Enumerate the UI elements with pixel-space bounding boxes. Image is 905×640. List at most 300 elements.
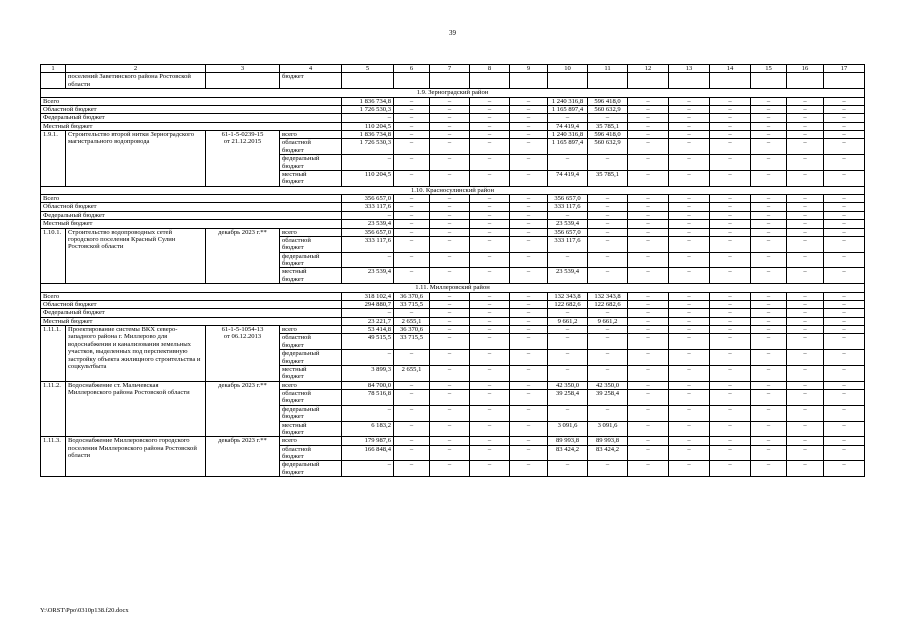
value-cell: 23 221,7: [342, 317, 394, 325]
value-cell: –: [787, 228, 824, 236]
value-cell: –: [394, 122, 430, 130]
value-cell: –: [787, 365, 824, 381]
value-cell: –: [824, 114, 865, 122]
cell-empty: [470, 73, 510, 89]
summary-row: [41, 309, 865, 317]
value-cell: 83 424,2: [588, 445, 628, 461]
value-cell: –: [430, 105, 470, 113]
value-cell: –: [710, 300, 751, 308]
column-number-cell: 12: [628, 65, 669, 73]
value-cell: –: [751, 236, 787, 252]
value-cell: –: [470, 122, 510, 130]
value-cell: –: [470, 139, 510, 155]
cell-empty: [588, 73, 628, 89]
value-cell: 166 848,4: [342, 445, 394, 461]
value-cell: –: [710, 350, 751, 366]
value-cell: –: [430, 268, 470, 284]
value-cell: 3 091,6: [548, 421, 588, 437]
value-cell: –: [394, 350, 430, 366]
funding-source: местный бюджет: [280, 268, 342, 284]
value-cell: –: [588, 228, 628, 236]
value-cell: –: [394, 390, 430, 406]
value-cell: –: [710, 317, 751, 325]
value-cell: –: [394, 131, 430, 139]
value-cell: –: [628, 317, 669, 325]
value-cell: –: [394, 252, 430, 268]
value-cell: –: [342, 461, 394, 477]
value-cell: –: [430, 122, 470, 130]
value-cell: –: [751, 437, 787, 445]
value-cell: –: [824, 326, 865, 334]
value-cell: –: [669, 461, 710, 477]
value-cell: –: [470, 114, 510, 122]
value-cell: –: [824, 105, 865, 113]
cell-empty: [669, 73, 710, 89]
value-cell: –: [824, 203, 865, 211]
column-number-row: [41, 65, 865, 73]
value-cell: –: [394, 97, 430, 105]
value-cell: –: [669, 437, 710, 445]
value-cell: 356 657,0: [342, 228, 394, 236]
value-cell: –: [669, 317, 710, 325]
value-cell: –: [787, 317, 824, 325]
value-cell: 110 204,5: [342, 122, 394, 130]
funding-source: федеральный бюджет: [280, 155, 342, 171]
section-title: 1.10. Красносулинский район: [41, 186, 865, 194]
value-cell: –: [710, 139, 751, 155]
value-cell: –: [394, 445, 430, 461]
value-cell: –: [669, 268, 710, 284]
value-cell: –: [470, 405, 510, 421]
file-path-footer: Y:\ORST\Ppo\0310p138.f20.docx: [40, 607, 129, 614]
column-number-cell: 9: [510, 65, 548, 73]
value-cell: –: [669, 292, 710, 300]
value-cell: –: [710, 170, 751, 186]
value-cell: –: [710, 220, 751, 228]
value-cell: 132 343,8: [588, 292, 628, 300]
value-cell: –: [548, 350, 588, 366]
value-cell: –: [628, 365, 669, 381]
value-cell: –: [628, 203, 669, 211]
value-cell: –: [548, 365, 588, 381]
item-row: [41, 228, 865, 236]
value-cell: –: [824, 97, 865, 105]
value-cell: –: [669, 309, 710, 317]
value-cell: 356 657,0: [548, 195, 588, 203]
summary-label: Областной бюджет: [41, 105, 342, 113]
cell-empty: [510, 73, 548, 89]
value-cell: –: [787, 390, 824, 406]
value-cell: –: [751, 445, 787, 461]
value-cell: –: [824, 170, 865, 186]
value-cell: –: [824, 131, 865, 139]
value-cell: –: [470, 461, 510, 477]
value-cell: –: [470, 381, 510, 389]
continuation-row: [41, 73, 865, 89]
value-cell: –: [430, 317, 470, 325]
value-cell: –: [787, 220, 824, 228]
value-cell: –: [588, 334, 628, 350]
value-cell: –: [751, 203, 787, 211]
column-number-cell: 16: [787, 65, 824, 73]
value-cell: –: [751, 390, 787, 406]
value-cell: –: [787, 326, 824, 334]
value-cell: –: [548, 114, 588, 122]
value-cell: –: [430, 195, 470, 203]
value-cell: –: [628, 300, 669, 308]
value-cell: –: [394, 236, 430, 252]
value-cell: –: [342, 211, 394, 219]
value-cell: –: [394, 170, 430, 186]
value-cell: –: [548, 405, 588, 421]
value-cell: –: [394, 405, 430, 421]
summary-row: [41, 292, 865, 300]
value-cell: –: [510, 334, 548, 350]
value-cell: –: [470, 390, 510, 406]
value-cell: –: [548, 155, 588, 171]
value-cell: 3 091,6: [588, 421, 628, 437]
summary-row: [41, 211, 865, 219]
value-cell: 318 102,4: [342, 292, 394, 300]
value-cell: –: [787, 461, 824, 477]
item-name: Строительство водопроводных сетей городского поселения Красный Сулин Ростовской области: [66, 228, 206, 284]
value-cell: –: [751, 195, 787, 203]
value-cell: –: [470, 317, 510, 325]
value-cell: –: [751, 220, 787, 228]
value-cell: –: [430, 445, 470, 461]
summary-row: [41, 300, 865, 308]
cell-empty: [430, 73, 470, 89]
value-cell: –: [628, 334, 669, 350]
value-cell: –: [669, 405, 710, 421]
value-cell: –: [510, 252, 548, 268]
value-cell: –: [470, 268, 510, 284]
value-cell: –: [824, 122, 865, 130]
value-cell: –: [669, 445, 710, 461]
value-cell: 74 419,4: [548, 122, 588, 130]
item-number: 1.11.1.: [41, 326, 66, 382]
value-cell: –: [710, 437, 751, 445]
value-cell: –: [710, 334, 751, 350]
value-cell: 560 632,9: [588, 139, 628, 155]
value-cell: –: [470, 365, 510, 381]
value-cell: –: [510, 405, 548, 421]
funding-source: местный бюджет: [280, 170, 342, 186]
value-cell: –: [669, 105, 710, 113]
value-cell: –: [510, 381, 548, 389]
value-cell: –: [751, 334, 787, 350]
value-cell: –: [669, 97, 710, 105]
value-cell: –: [430, 334, 470, 350]
summary-row: [41, 203, 865, 211]
column-number-cell: 7: [430, 65, 470, 73]
value-cell: –: [588, 211, 628, 219]
value-cell: –: [751, 461, 787, 477]
value-cell: –: [470, 97, 510, 105]
value-cell: –: [787, 203, 824, 211]
value-cell: –: [588, 268, 628, 284]
item-row: [41, 326, 865, 334]
cell-empty: [824, 73, 865, 89]
funding-source: федеральный бюджет: [280, 405, 342, 421]
value-cell: –: [470, 228, 510, 236]
value-cell: –: [628, 461, 669, 477]
value-cell: –: [394, 228, 430, 236]
value-cell: 83 424,2: [548, 445, 588, 461]
value-cell: –: [787, 350, 824, 366]
summary-row: [41, 122, 865, 130]
value-cell: –: [394, 268, 430, 284]
value-cell: –: [588, 326, 628, 334]
value-cell: –: [430, 365, 470, 381]
value-cell: 9 661,2: [548, 317, 588, 325]
value-cell: –: [710, 195, 751, 203]
value-cell: 78 516,8: [342, 390, 394, 406]
value-cell: –: [669, 122, 710, 130]
value-cell: –: [669, 131, 710, 139]
cell-empty: [628, 73, 669, 89]
value-cell: –: [628, 195, 669, 203]
value-cell: 33 715,5: [394, 334, 430, 350]
value-cell: –: [787, 292, 824, 300]
value-cell: –: [470, 309, 510, 317]
value-cell: –: [628, 131, 669, 139]
value-cell: –: [751, 350, 787, 366]
value-cell: –: [470, 445, 510, 461]
value-cell: –: [510, 309, 548, 317]
page-number: 39: [449, 29, 456, 37]
continued-source-cell: бюджет: [280, 73, 342, 89]
value-cell: –: [430, 421, 470, 437]
value-cell: –: [470, 292, 510, 300]
summary-label: Всего: [41, 292, 342, 300]
value-cell: –: [669, 252, 710, 268]
value-cell: –: [824, 139, 865, 155]
section-title-row: [41, 186, 865, 194]
value-cell: –: [588, 155, 628, 171]
value-cell: –: [510, 421, 548, 437]
summary-label: Местный бюджет: [41, 122, 342, 130]
value-cell: –: [430, 300, 470, 308]
value-cell: –: [470, 236, 510, 252]
value-cell: 42 350,0: [588, 381, 628, 389]
value-cell: 1 836 734,8: [342, 131, 394, 139]
item-date: декабрь 2023 г.**: [206, 437, 280, 477]
value-cell: –: [628, 170, 669, 186]
value-cell: –: [510, 211, 548, 219]
value-cell: –: [751, 300, 787, 308]
value-cell: –: [394, 203, 430, 211]
value-cell: –: [588, 195, 628, 203]
value-cell: –: [787, 114, 824, 122]
funding-source: местный бюджет: [280, 421, 342, 437]
funding-source: федеральный бюджет: [280, 350, 342, 366]
item-date: декабрь 2023 г.**: [206, 381, 280, 437]
value-cell: –: [548, 252, 588, 268]
value-cell: –: [430, 170, 470, 186]
value-cell: –: [751, 105, 787, 113]
summary-row: [41, 220, 865, 228]
value-cell: –: [751, 317, 787, 325]
value-cell: –: [510, 114, 548, 122]
value-cell: –: [394, 461, 430, 477]
value-cell: 53 414,8: [342, 326, 394, 334]
item-number: 1.11.3.: [41, 437, 66, 477]
value-cell: –: [824, 437, 865, 445]
column-number-cell: 11: [588, 65, 628, 73]
value-cell: –: [824, 421, 865, 437]
value-cell: –: [824, 220, 865, 228]
value-cell: 23 539,4: [548, 220, 588, 228]
value-cell: –: [710, 326, 751, 334]
value-cell: –: [628, 228, 669, 236]
value-cell: –: [787, 105, 824, 113]
value-cell: –: [669, 300, 710, 308]
value-cell: –: [394, 139, 430, 155]
item-date: 61-1-5-1054-13 от 06.12.2013: [206, 326, 280, 382]
value-cell: 35 785,1: [588, 122, 628, 130]
item-date: 61-1-5-0239-15 от 21.12.2015: [206, 131, 280, 187]
value-cell: –: [787, 170, 824, 186]
value-cell: –: [470, 300, 510, 308]
value-cell: –: [787, 445, 824, 461]
value-cell: –: [628, 105, 669, 113]
value-cell: –: [470, 334, 510, 350]
value-cell: 39 258,4: [588, 390, 628, 406]
value-cell: –: [628, 350, 669, 366]
value-cell: –: [510, 228, 548, 236]
value-cell: 36 370,6: [394, 292, 430, 300]
value-cell: –: [710, 365, 751, 381]
value-cell: –: [824, 405, 865, 421]
value-cell: –: [394, 220, 430, 228]
value-cell: 9 661,2: [588, 317, 628, 325]
value-cell: –: [824, 195, 865, 203]
value-cell: –: [430, 292, 470, 300]
continued-name-cell: поселений Заветинского района Ростовской области: [66, 73, 206, 89]
value-cell: –: [628, 445, 669, 461]
value-cell: –: [548, 461, 588, 477]
value-cell: –: [628, 268, 669, 284]
column-number-cell: 4: [280, 65, 342, 73]
value-cell: –: [628, 381, 669, 389]
section-title: 1.11. Миллеровский район: [41, 284, 865, 292]
value-cell: –: [751, 114, 787, 122]
value-cell: –: [710, 97, 751, 105]
value-cell: –: [787, 268, 824, 284]
value-cell: –: [628, 220, 669, 228]
funding-source: всего: [280, 228, 342, 236]
value-cell: –: [710, 390, 751, 406]
value-cell: 89 993,8: [548, 437, 588, 445]
funding-source: областной бюджет: [280, 334, 342, 350]
value-cell: –: [824, 317, 865, 325]
value-cell: –: [470, 326, 510, 334]
value-cell: –: [430, 390, 470, 406]
value-cell: –: [751, 155, 787, 171]
value-cell: 110 204,5: [342, 170, 394, 186]
value-cell: –: [710, 211, 751, 219]
column-number-cell: 2: [66, 65, 206, 73]
cell-empty: [710, 73, 751, 89]
value-cell: –: [510, 131, 548, 139]
value-cell: –: [628, 236, 669, 252]
value-cell: –: [394, 211, 430, 219]
item-row: [41, 381, 865, 389]
value-cell: –: [342, 350, 394, 366]
value-cell: –: [787, 122, 824, 130]
value-cell: –: [669, 211, 710, 219]
value-cell: –: [787, 437, 824, 445]
value-cell: –: [342, 252, 394, 268]
value-cell: –: [669, 421, 710, 437]
value-cell: –: [470, 155, 510, 171]
value-cell: –: [510, 350, 548, 366]
value-cell: 122 682,6: [588, 300, 628, 308]
value-cell: 2 655,1: [394, 365, 430, 381]
value-cell: –: [669, 114, 710, 122]
value-cell: –: [430, 211, 470, 219]
value-cell: –: [787, 131, 824, 139]
funding-source: областной бюджет: [280, 390, 342, 406]
value-cell: –: [824, 236, 865, 252]
value-cell: –: [669, 326, 710, 334]
value-cell: –: [710, 405, 751, 421]
funding-source: всего: [280, 326, 342, 334]
value-cell: –: [470, 211, 510, 219]
value-cell: –: [548, 309, 588, 317]
value-cell: 179 987,6: [342, 437, 394, 445]
value-cell: –: [751, 211, 787, 219]
value-cell: –: [588, 461, 628, 477]
value-cell: –: [470, 437, 510, 445]
value-cell: 49 515,5: [342, 334, 394, 350]
value-cell: –: [787, 211, 824, 219]
value-cell: –: [510, 220, 548, 228]
value-cell: 39 258,4: [548, 390, 588, 406]
value-cell: –: [669, 381, 710, 389]
value-cell: –: [824, 334, 865, 350]
funding-source: местный бюджет: [280, 365, 342, 381]
value-cell: 132 343,8: [548, 292, 588, 300]
value-cell: 42 350,0: [548, 381, 588, 389]
value-cell: –: [628, 390, 669, 406]
value-cell: –: [751, 122, 787, 130]
value-cell: –: [710, 155, 751, 171]
value-cell: –: [824, 155, 865, 171]
value-cell: 2 655,1: [394, 317, 430, 325]
value-cell: –: [470, 203, 510, 211]
value-cell: 23 539,4: [342, 268, 394, 284]
summary-label: Федеральный бюджет: [41, 309, 342, 317]
section-title-row: [41, 89, 865, 97]
value-cell: –: [430, 228, 470, 236]
value-cell: –: [710, 461, 751, 477]
value-cell: –: [394, 381, 430, 389]
value-cell: –: [430, 381, 470, 389]
value-cell: –: [628, 97, 669, 105]
value-cell: –: [824, 252, 865, 268]
summary-label: Всего: [41, 97, 342, 105]
value-cell: –: [510, 155, 548, 171]
value-cell: –: [787, 421, 824, 437]
value-cell: –: [394, 105, 430, 113]
value-cell: –: [588, 365, 628, 381]
value-cell: –: [470, 105, 510, 113]
value-cell: –: [430, 350, 470, 366]
value-cell: –: [394, 195, 430, 203]
summary-label: Областной бюджет: [41, 203, 342, 211]
